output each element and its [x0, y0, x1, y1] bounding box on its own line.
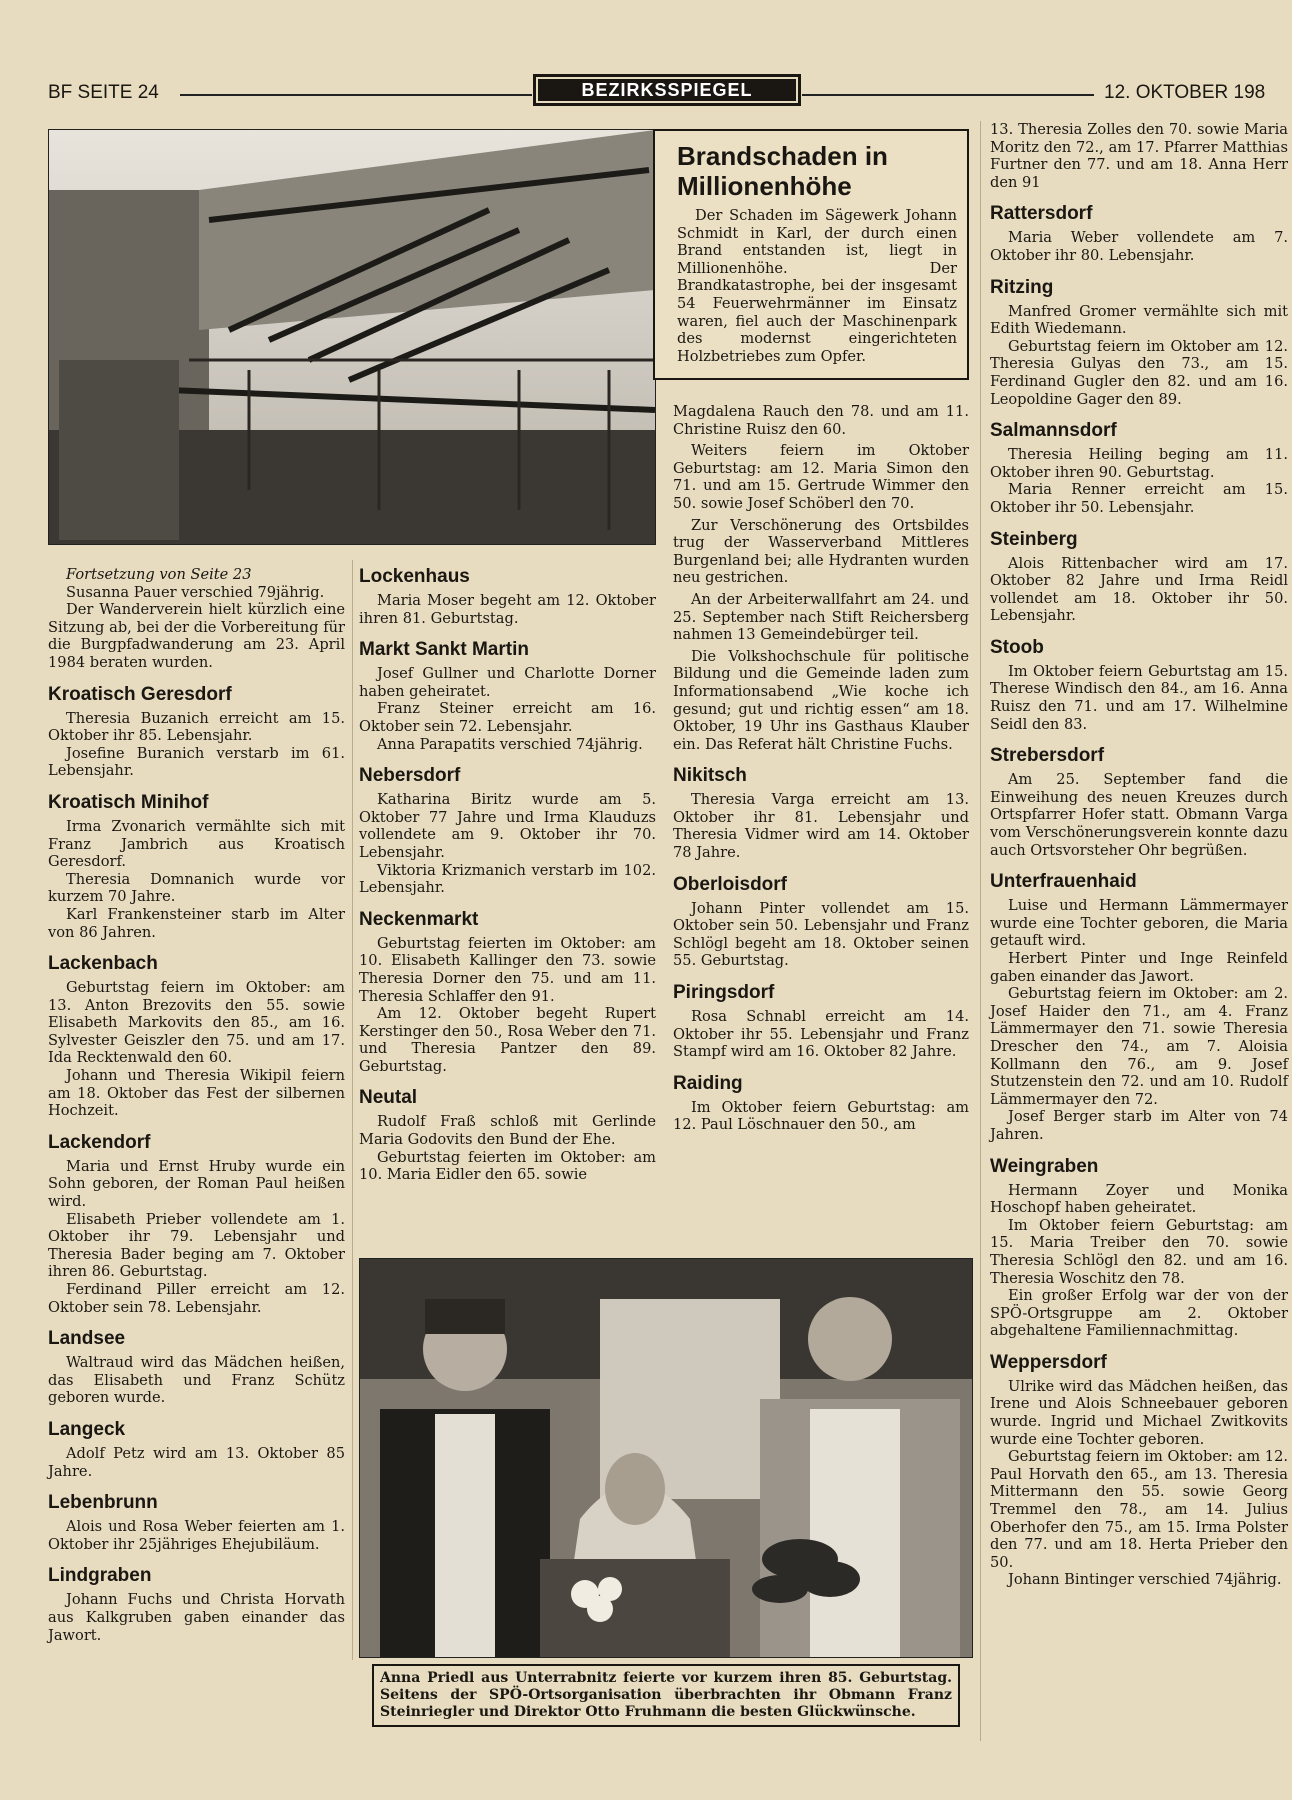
section-para: Ferdinand Piller erreicht am 12. Oktober sein 78. Lebensjahr.	[48, 1281, 345, 1316]
section-para: Ulrike wird das Mädchen heißen, das Irene und Alois Schneebauer geboren wurde. Ingrid und Michael Zwitkovits wurde eine Tochter geboren.	[990, 1377, 1288, 1448]
section-para: Im Oktober feiern Geburtstag am 15. Therese Windisch den 84., am 16. Anna Ruisz den 71. und am 17. Wilhelmine Seidl den 83.	[990, 662, 1288, 733]
section-para: Johann und Theresia Wikipil feiern am 18. Oktober das Fest der silbernen Hochzeit.	[48, 1067, 345, 1120]
section-heading: Raiding	[673, 1072, 743, 1094]
column-divider	[980, 121, 981, 1741]
issue-date: 12. OKTOBER 198	[1104, 82, 1266, 103]
section-para: Franz Steiner erreicht am 16. Oktober sein 72. Lebensjahr.	[359, 700, 656, 735]
feature-headline-line2: Millionenhöhe	[677, 171, 852, 201]
section-para: Zur Verschönerung des Ortsbildes trug der Wasserverband Mittleres Burgenland bei; alle Hydranten wurden neu gestrichen.	[673, 516, 969, 587]
section-heading: Stoob	[990, 636, 1044, 658]
section-heading: Langeck	[48, 1418, 126, 1440]
section-heading: Ritzing	[990, 276, 1054, 298]
section-para: Maria und Ernst Hruby wurde ein Sohn geboren, der Roman Paul heißen wird.	[48, 1157, 345, 1211]
section-para: Johann Fuchs und Christa Horvath aus Kalkgruben gaben einander das Jawort.	[48, 1591, 345, 1644]
feature-headline-line1: Brandschaden in	[677, 141, 888, 171]
section-para: Maria Weber vollendete am 7. Oktober ihr 80. Lebensjahr.	[990, 229, 1288, 264]
section-para: Adolf Petz wird am 13. Oktober 85 Jahre.	[48, 1444, 345, 1480]
continued-para: Magdalena Rauch den 78. und am 11. Christine Ruisz den 60.	[673, 403, 969, 438]
section-para: Alois Rittenbacher wird am 17. Oktober 82 Jahre und Irma Reidl vollendet am 18. Oktober ihr 50. Lebensjahr.	[990, 554, 1288, 625]
section-heading: Neutal	[359, 1087, 418, 1109]
page-label: BF SEITE 24	[48, 82, 159, 103]
section-para: Elisabeth Prieber vollendete am 1. Oktober ihr 79. Lebensjahr und Theresia Bader beging am 7. Oktober ihren 86. Geburtstag.	[48, 1210, 345, 1281]
section-para: Hermann Zoyer und Monika Hoschopf haben geheiratet.	[990, 1181, 1288, 1217]
section-para: Rosa Schnabl erreicht am 14. Oktober ihr 55. Lebensjahr und Franz Stampf wird am 16. Oktober 82 Jahre.	[673, 1008, 969, 1061]
section-heading: Landsee	[48, 1328, 126, 1350]
section-para: Luise und Hermann Lämmermayer wurde eine Tochter geboren, die Maria getauft wird.	[990, 897, 1288, 950]
section-para: Ein großer Erfolg war der von der SPÖ-Ortsgruppe am 2. Oktober abgehaltene Familiennachmittag.	[990, 1287, 1288, 1340]
section-para: Manfred Gromer vermählte sich mit Edith Wiedemann.	[990, 302, 1288, 338]
feature-body: Der Schaden im Sägewerk Johann Schmidt in Karl, der durch einen Brand entstanden ist, liegt in Millionenhöhe. Der Brandkatastrophe, bei der insgesamt 54 Feuerwehrmänner im Einsatz waren, fiel auch der Maschinenpark des modernst eingerichteten Holzbetriebes zum Opfer.	[677, 207, 957, 365]
section-para: Johann Pinter vollendet am 15. Oktober sein 50. Lebensjahr und Franz Schlögl begeht am 18. Oktober seinen 55. Geburtstag.	[673, 899, 969, 970]
column-4	[990, 121, 1288, 1589]
feature-article	[653, 129, 969, 380]
section-para: Rudolf Fraß schloß mit Gerlinde Maria Godovits den Bund der Ehe.	[359, 1113, 656, 1149]
section-heading: Neckenmarkt	[359, 908, 479, 930]
section-heading: Nebersdorf	[359, 765, 461, 787]
section-para: Im Oktober feiern Geburtstag: am 15. Maria Treiber den 70. sowie Theresia Schlögl den 82. und am 16. Theresia Woschitz den 78.	[990, 1216, 1288, 1287]
anniversary-photo	[359, 1258, 973, 1658]
section-para: Theresia Domnanich wurde vor kurzem 70 Jahre.	[48, 870, 345, 906]
section-para: Karl Frankensteiner starb im Alter von 86 Jahren.	[48, 905, 345, 941]
section-heading: Strebersdorf	[990, 745, 1105, 767]
intro-para-1: Susanna Pauer verschied 79jährig.	[66, 583, 325, 601]
section-heading: Lackendorf	[48, 1131, 151, 1153]
header-rule-left	[180, 94, 532, 96]
section-para: Katharina Biritz wurde am 5. Oktober 77 Jahre und Irma Klauduzs vollendete am 9. Oktober ihr 70. Lebensjahr.	[359, 791, 656, 861]
section-para: Geburtstag feiern im Oktober am 12. Theresia Gulyas den 73., am 15. Ferdinand Gugler den 82. und am 16. Leopoldine Gager den 89.	[990, 337, 1288, 408]
section-heading: Lockenhaus	[359, 566, 470, 587]
section-para: Irma Zvonarich vermählte sich mit Franz Jambrich aus Kroatisch Geresdorf.	[48, 817, 345, 871]
section-para: Am 12. Oktober begeht Rupert Kerstinger den 50., Rosa Weber den 71. und Theresia Pantzer den 89. Geburtstag.	[359, 1005, 656, 1075]
anniversary-photo-image	[360, 1259, 972, 1657]
section-heading: Lackenbach	[48, 953, 158, 975]
section-para: Geburtstag feiern im Oktober: am 12. Paul Horvath den 65., am 13. Theresia Mittermann den 55. sowie Georg Tremmel den 78., am 14. Julius Oberhofer den 75., am 15. Irma Polster den 77. und am 18. Herta Prieber den 50.	[990, 1448, 1288, 1571]
section-para: An der Arbeiterwallfahrt am 24. und 25. September nach Stift Reichersberg nahmen 13 Gemeindebürger teil.	[673, 590, 969, 644]
section-heading: Steinberg	[990, 528, 1078, 550]
header-rule-right	[802, 94, 1094, 96]
section-para: Johann Bintinger verschied 74jährig.	[1008, 1571, 1282, 1589]
section-para: Geburtstag feiern im Oktober: am 13. Anton Brezovits den 55. sowie Elisabeth Markovits den 85., am 16. Sylvester Geiszler den 75. und am 17. Ida Recktenwald den 60.	[48, 979, 345, 1067]
section-para: Geburtstag feiern im Oktober: am 2. Josef Haider den 71., am 4. Franz Lämmermayer den 71. sowie Theresia Drescher den 74., am 7. Aloisia Kollmann den 76., am 9. Josef Stutzenstein den 72. und am 10. Rudolf Lämmermayer den 72.	[990, 985, 1288, 1108]
section-heading: Unterfrauenhaid	[990, 871, 1137, 893]
section-para: Waltraud wird das Mädchen heißen, das Elisabeth und Franz Schütz geboren wurde.	[48, 1354, 345, 1407]
column-2	[359, 556, 656, 1184]
section-banner: BEZIRKSSPIEGEL	[533, 74, 801, 106]
section-para: Josef Gullner und Charlotte Dorner haben geheiratet.	[359, 665, 656, 700]
section-para: Maria Renner erreicht am 15. Oktober ihr 50. Lebensjahr.	[990, 481, 1288, 516]
fire-damage-photo	[48, 129, 656, 545]
section-para: Herbert Pinter und Inge Reinfeld gaben einander das Jawort.	[990, 950, 1288, 985]
section-heading: Kroatisch Geresdorf	[48, 683, 232, 705]
section-heading: Markt Sankt Martin	[359, 639, 529, 661]
continued-para: 13. Theresia Zolles den 70. sowie Maria Moritz den 72., am 17. Pfarrer Matthias Furtner den 77. und am 18. Anna Herr den 91	[990, 121, 1288, 191]
section-heading: Oberloisdorf	[673, 873, 788, 895]
section-heading: Weingraben	[990, 1155, 1099, 1177]
section-para: Geburtstag feierten im Oktober: am 10. Maria Eidler den 65. sowie	[359, 1148, 656, 1184]
section-para: Theresia Varga erreicht am 13. Oktober ihr 81. Lebensjahr und Theresia Vidmer wird am 14. Oktober 78 Jahre.	[673, 791, 969, 862]
section-para: Geburtstag feierten im Oktober: am 10. Elisabeth Kallinger den 73. sowie Theresia Dorner den 75. und am 11. Theresia Schlaffer den 91.	[359, 934, 656, 1005]
column-1	[48, 566, 345, 1644]
column-3	[673, 403, 969, 1134]
section-para: Die Volkshochschule für politische Bildung und die Gemeinde laden zum Informationsabend „Wie koche ich gesund; gut und richtig essen“ am 18. Oktober, 19 Uhr ins Gasthaus Klauber ein. Das Referat hält Christine Fuchs.	[673, 647, 969, 753]
section-heading: Lindgraben	[48, 1565, 152, 1587]
section-para: Weiters feiern im Oktober Geburtstag: am 12. Maria Simon den 71. und am 15. Gertrude Wimmer den 50. sowie Josef Schöberl den 70.	[673, 442, 969, 512]
section-para: Maria Moser begeht am 12. Oktober ihren 81. Geburtstag.	[359, 592, 656, 627]
fire-photo-image	[49, 130, 655, 544]
section-para: Josef Berger starb im Alter von 74 Jahren.	[990, 1108, 1288, 1143]
section-para: Anna Parapatits verschied 74jährig.	[377, 735, 643, 753]
section-para: Viktoria Krizmanich verstarb im 102. Lebensjahr.	[359, 861, 656, 897]
section-para: Im Oktober feiern Geburtstag: am 12. Paul Löschnauer den 50., am	[673, 1098, 969, 1134]
section-heading: Kroatisch Minihof	[48, 791, 209, 813]
section-para: Theresia Buzanich erreicht am 15. Oktober ihr 85. Lebensjahr.	[48, 709, 345, 745]
section-para: Alois und Rosa Weber feierten am 1. Oktober ihr 25jähriges Ehejubiläum.	[48, 1518, 345, 1553]
section-heading: Rattersdorf	[990, 203, 1093, 225]
column-divider	[352, 560, 353, 1660]
section-para: Am 25. September fand die Einweihung des neuen Kreuzes durch Ortspfarrer Hofer statt. Obmann Varga vom Verschönerungsverein konnte dazu auch Ortsvorsteher Ohr begrüßen.	[990, 771, 1288, 859]
section-heading: Nikitsch	[673, 765, 747, 787]
intro-para-2: Der Wanderverein hielt kürzlich eine Sitzung ab, bei der die Vorbereitung für die Burgpfadwanderung am 23. April 1984 beraten wurden.	[48, 601, 345, 671]
section-heading: Lebenbrunn	[48, 1492, 158, 1514]
section-heading: Piringsdorf	[673, 982, 775, 1004]
section-para: Josefine Buranich verstarb im 61. Lebensjahr.	[48, 744, 345, 780]
feature-headline	[677, 141, 967, 201]
continuation-note: Fortsetzung von Seite 23	[66, 566, 252, 583]
section-heading: Salmannsdorf	[990, 420, 1117, 442]
section-heading: Weppersdorf	[990, 1351, 1107, 1373]
photo-caption: Anna Priedl aus Unterrabnitz feierte vor kurzem ihren 85. Geburtstag. Seitens der SPÖ-Ortsorganisation überbrachten ihr Obmann Franz Steinriegler und Direktor Otto Fruhmann die besten Glückwünsche.	[372, 1664, 960, 1727]
section-para: Theresia Heiling beging am 11. Oktober ihren 90. Geburtstag.	[990, 446, 1288, 481]
